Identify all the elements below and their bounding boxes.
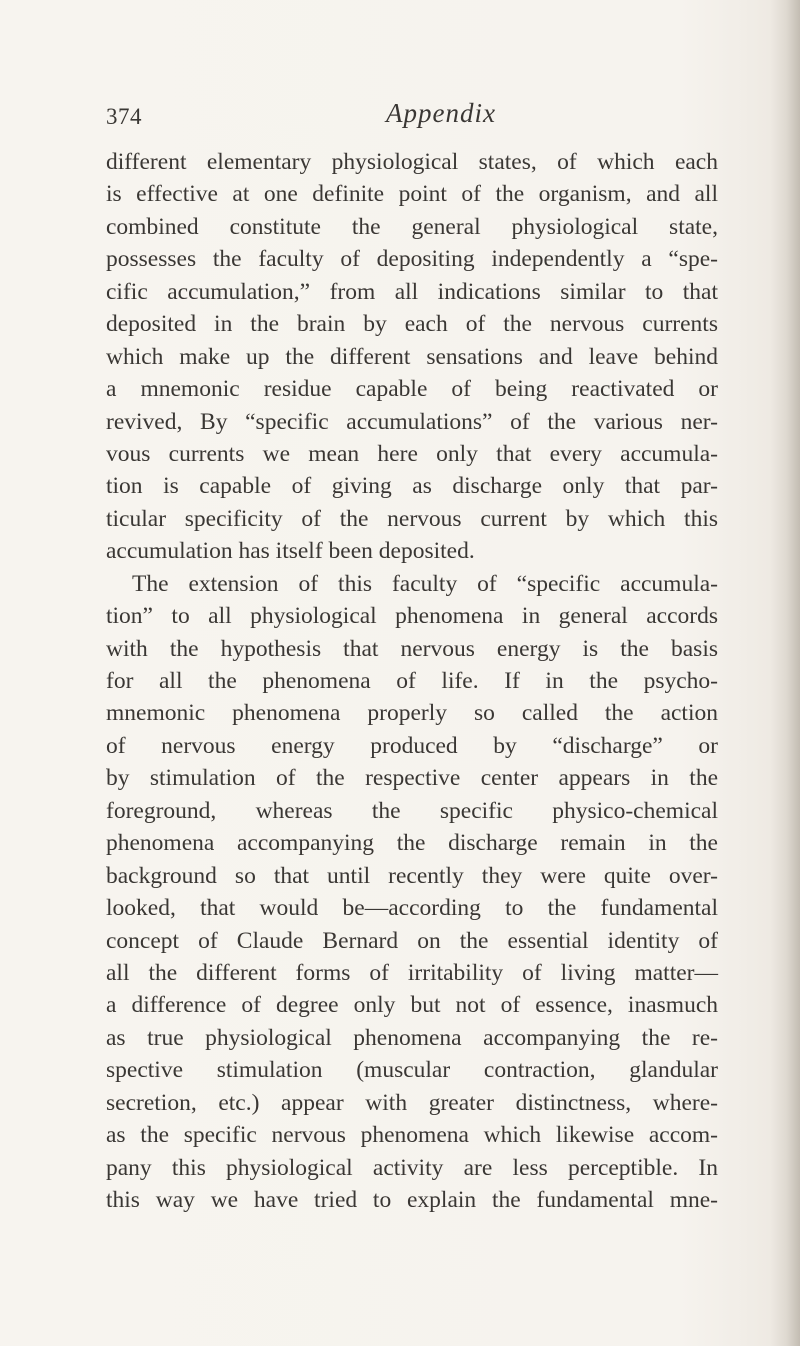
text-line: of nervous energy produced by “discharge” or <box>106 732 718 759</box>
text-line: a difference of degree only but not of essence, inasmuch <box>106 992 718 1019</box>
text-line: all the different forms of irritability of living matter— <box>106 959 718 986</box>
text-line: pany this physiological activity are less perceptible. In <box>106 1154 718 1181</box>
text-line: different elementary physiological states, of which each <box>106 149 718 175</box>
paragraph-last-line: accumulation has itself been deposited. <box>106 538 475 565</box>
text-line: is effective at one definite point of the organism, and all <box>106 181 718 208</box>
text-line: foreground, whereas the specific physico-chemical <box>106 797 718 824</box>
text-line: looked, that would be—according to the fundamental <box>106 895 718 922</box>
text-line: this way we have tried to explain the fundamental mne- <box>106 1187 718 1213</box>
paragraph-first-line: The extension of this faculty of “specific accumula- <box>132 570 718 597</box>
text-line: tion” to all physiological phenomena in general accords <box>106 603 718 630</box>
page-number: 374 <box>106 104 142 129</box>
text-line: combined constitute the general physiological state, <box>106 213 718 240</box>
page-edge-shadow <box>770 0 800 1346</box>
text-line: tion is capable of giving as discharge only that par- <box>106 473 718 500</box>
text-line: spective stimulation (muscular contraction, glandular <box>106 1057 718 1084</box>
text-line: for all the phenomena of life. If in the psycho- <box>106 668 718 694</box>
text-line: cific accumulation,” from all indications similar to that <box>106 278 718 305</box>
text-line: phenomena accompanying the discharge remain in the <box>106 830 718 857</box>
text-line: vous currents we mean here only that every accumula- <box>106 440 718 467</box>
text-line: possesses the faculty of depositing independently a “spe- <box>106 246 718 273</box>
body-text <box>106 146 718 1216</box>
text-line: concept of Claude Bernard on the essential identity of <box>106 927 718 954</box>
text-line: mnemonic phenomena properly so called the action <box>106 700 718 727</box>
page-header <box>106 92 726 132</box>
text-line: secretion, etc.) appear with greater distinctness, where- <box>106 1089 718 1116</box>
text-line: deposited in the brain by each of the nervous currents <box>106 311 718 338</box>
text-line: with the hypothesis that nervous energy is the basis <box>106 635 718 662</box>
text-line: by stimulation of the respective center appears in the <box>106 765 718 792</box>
running-head: Appendix <box>386 98 496 128</box>
text-line: which make up the different sensations and leave behind <box>106 343 718 370</box>
text-line: ticular specificity of the nervous current by which this <box>106 505 718 532</box>
text-line: as true physiological phenomena accompanying the re- <box>106 1024 718 1051</box>
text-line: background so that until recently they were quite over- <box>106 862 718 889</box>
text-line: revived, By “specific accumulations” of the various ner- <box>106 408 718 435</box>
text-line: as the specific nervous phenomena which likewise accom- <box>106 1122 718 1149</box>
text-line: a mnemonic residue capable of being reactivated or <box>106 376 718 403</box>
